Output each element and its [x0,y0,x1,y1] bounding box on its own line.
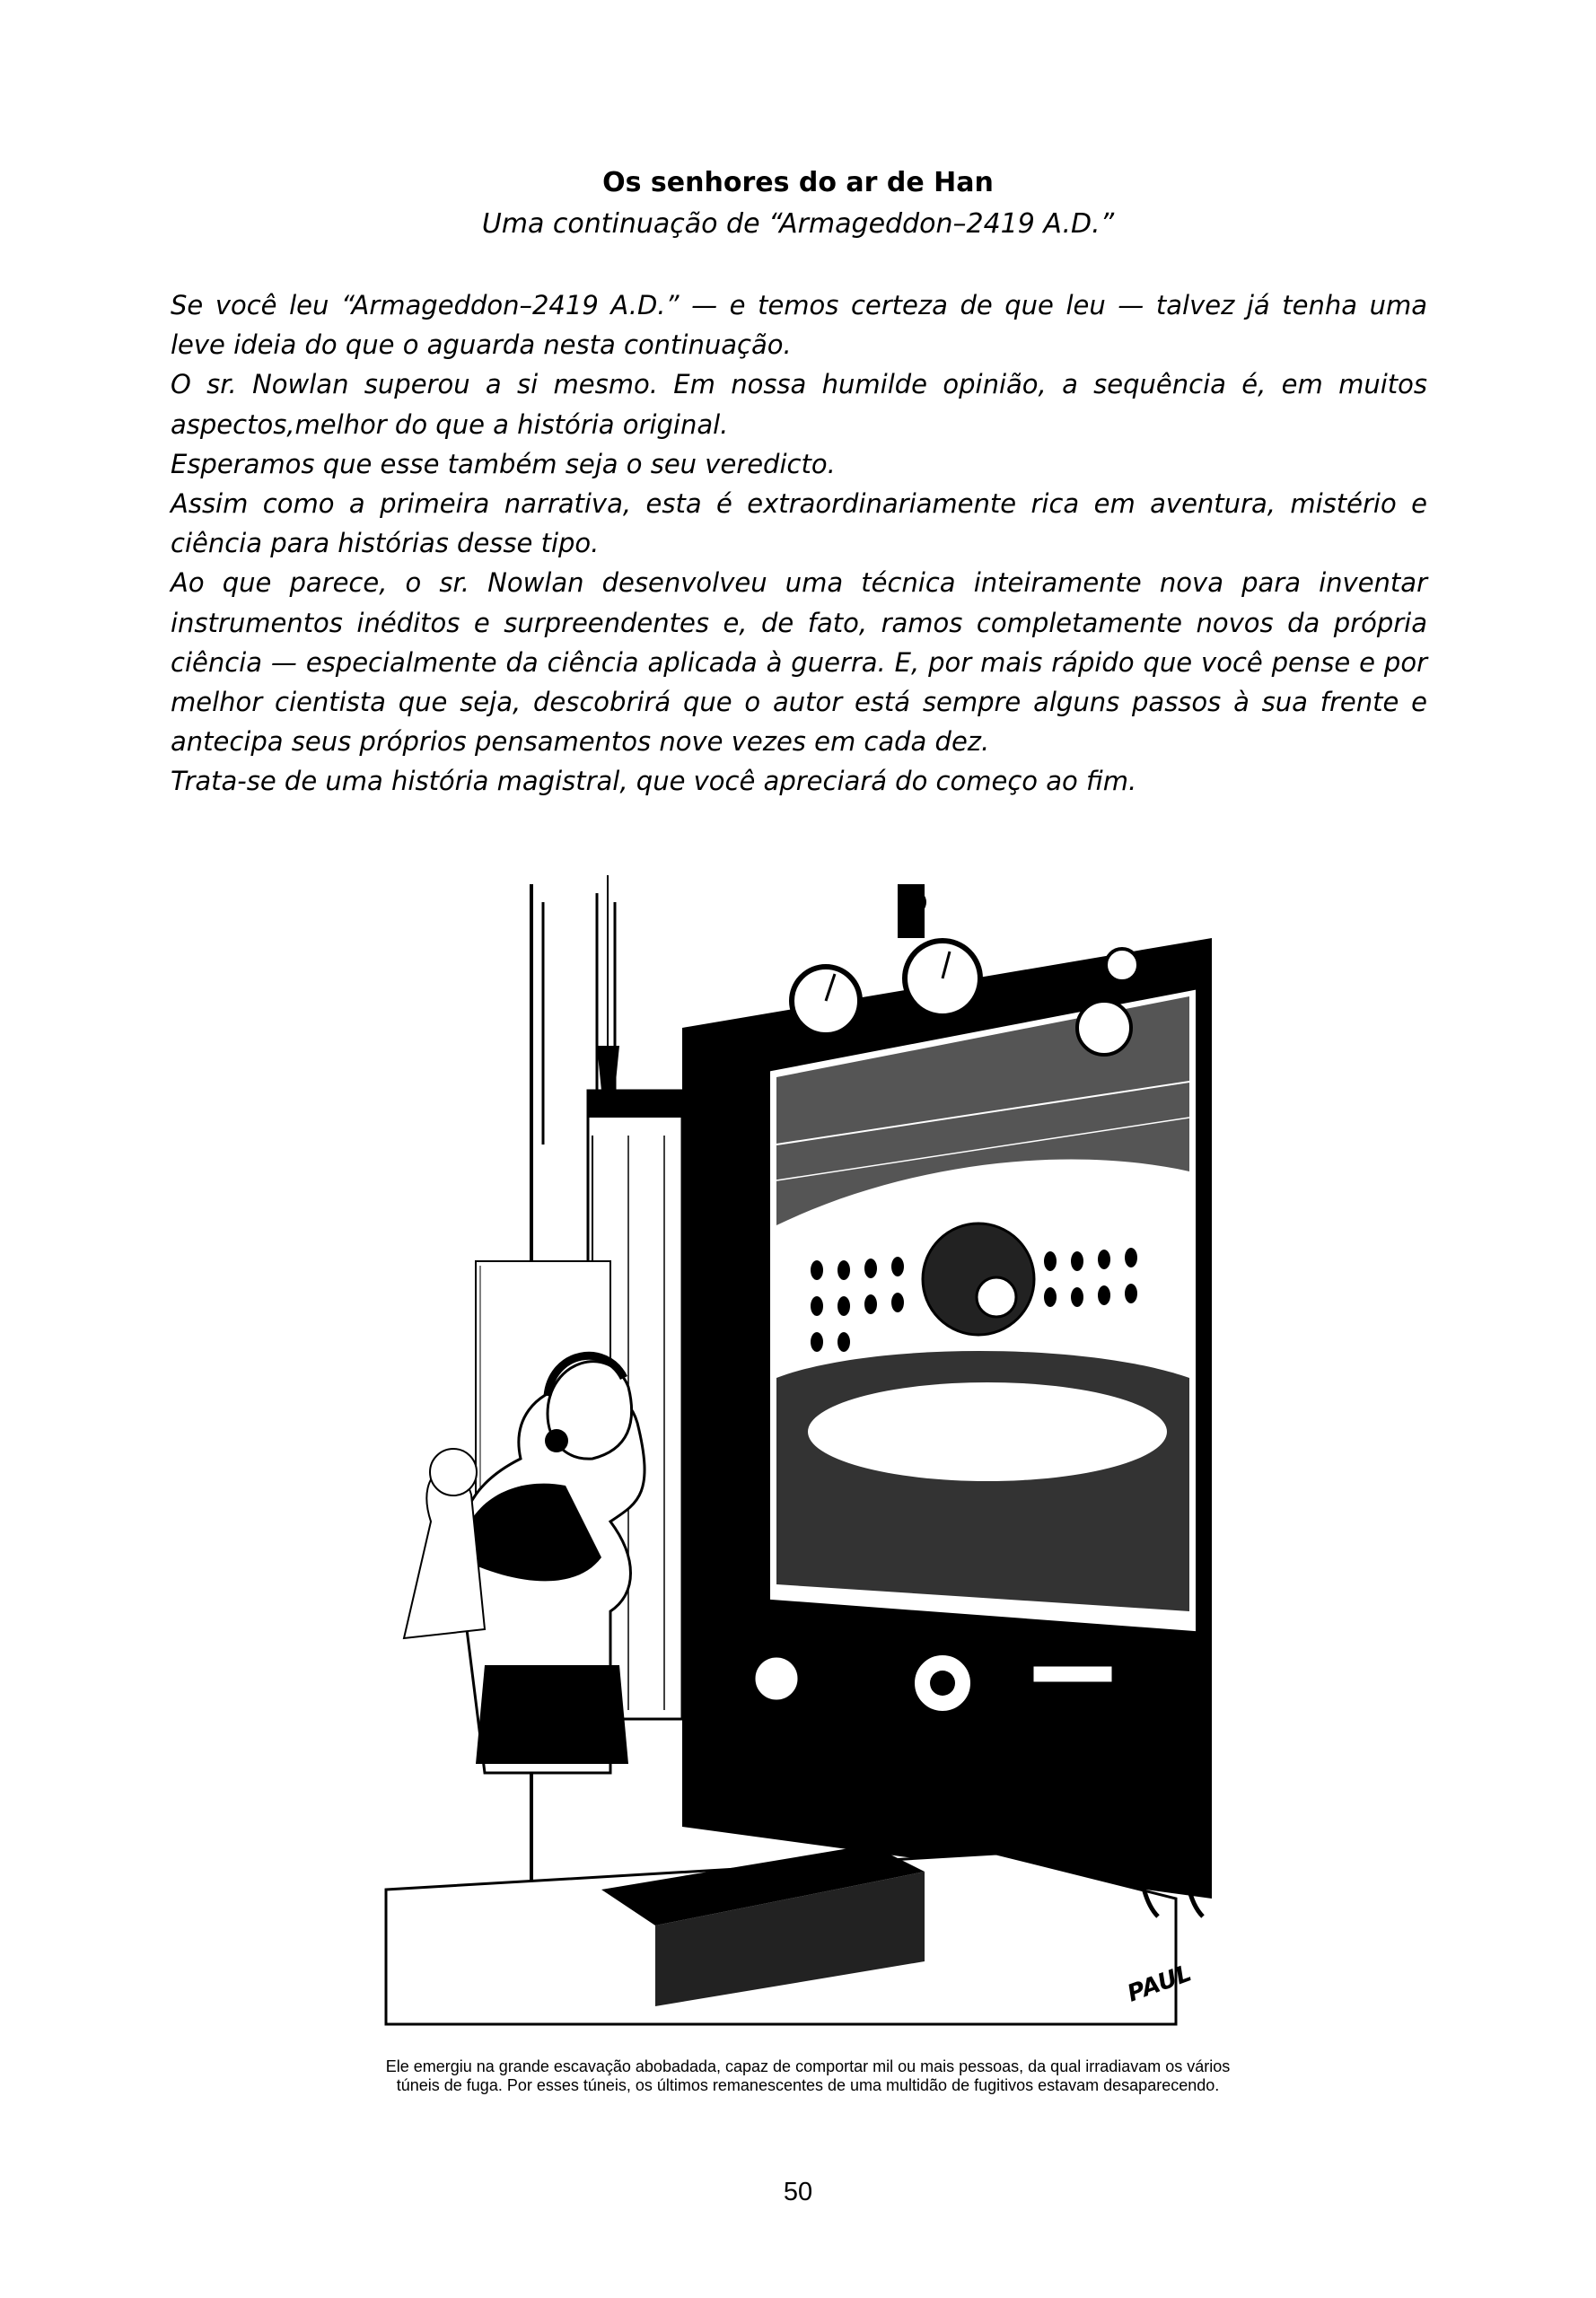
paragraph: Se você leu “Armageddon–2419 A.D.” — e temos certeza de que leu — talvez já tenha uma leve ideia do que o aguarda nesta continuação. [171,290,1427,361]
paragraph: Assim como a primeira narrativa, esta é extraordinariamente rica em aventura, mistério e ciência para histórias desse tipo. [171,488,1427,559]
page-number: 50 [783,2178,813,2206]
illustration-drawing [368,875,1230,2042]
illustration-caption: Ele emergiu na grande escavação abobadada, capaz de comportar mil ou mais pessoas, da qual irradiavam os vários túneis de fuga. Por esses túneis, os últimos remanescentes de uma multidão de fugitivos estavam desaparecendo. [385,2057,1231,2094]
paragraph: O sr. Nowlan superou a si mesmo. Em nossa humilde opinião, a sequência é, em muitos aspectos,melhor do que a história original. [171,369,1427,440]
paragraph: Ao que parece, o sr. Nowlan desenvolveu uma técnica inteiramente nova para inventar instrumentos inéditos e surpreendentes e, de fato, ramos completamente novos da própria ciência — especialmente da ciência aplicada à guerra. E, por mais rápido que você pense e por melhor cientista que seja, descobrirá que o autor está sempre alguns passos à sua frente e antecipa seus próprios pensamentos nove vezes em cada dez. [171,567,1427,758]
story-subtitle: Uma continuação de “Armageddon–2419 A.D.” [481,208,1115,240]
intro-text [171,285,1427,802]
paragraph: Esperamos que esse também seja o seu veredicto. [171,448,836,479]
artist-signature: PAUL [1124,1960,1196,2008]
illustration [368,875,1230,2042]
paragraph: Trata-se de uma história magistral, que você apreciará do começo ao fim. [171,766,1137,797]
story-title: Os senhores do ar de Han [602,167,994,198]
